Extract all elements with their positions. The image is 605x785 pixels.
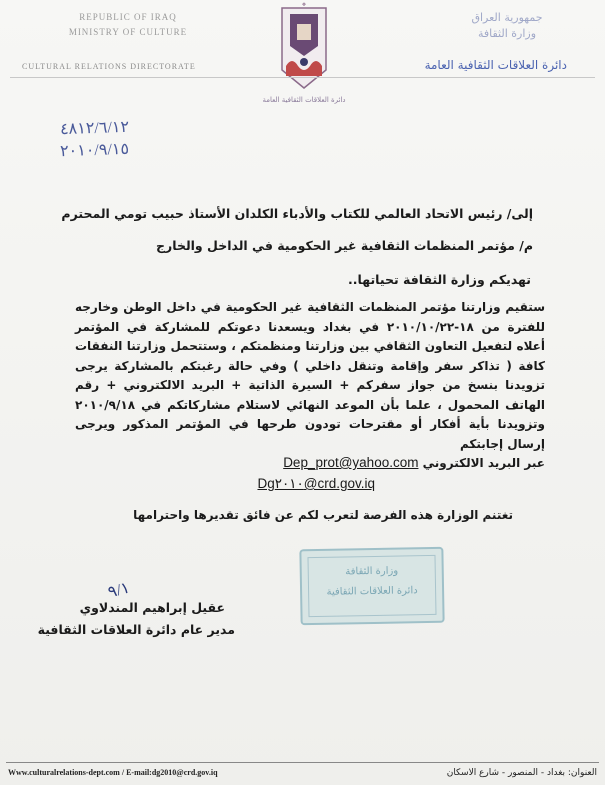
email-line [273, 455, 545, 470]
addressee-line-1: إلى/ رئيس الاتحاد العالمي للكتاب والأدباء الكلدان الأستاذ حبيب تومي المحترم [61, 206, 533, 221]
reference-number: ٤٨١٢/٦/١٢ [59, 118, 130, 139]
greeting: تهديكم وزارة الثقافة تحياتها.. [348, 272, 531, 287]
reference-date: ٢٠١٠/٩/١٥ [59, 140, 130, 161]
header-divider [10, 77, 595, 78]
subject-line: م/ مؤتمر المنظمات الثقافية غير الحكومية في الداخل والخارج [156, 238, 533, 253]
ministry-emblem-icon [268, 0, 340, 100]
header-ar-country: جمهورية العراق [471, 11, 543, 24]
header-ar-directorate: دائرة العلاقات الثقافية العامة [424, 58, 567, 72]
header-arabic [447, 10, 567, 42]
header-en-directorate: CULTURAL RELATIONS DIRECTORATE [22, 62, 196, 71]
header-en-ministry: MINISTRY OF CULTURE [68, 27, 188, 37]
closing-line: تغتنم الوزارة هذه الفرصة لتعرب لكم عن فائق تقديرها واحترامها [133, 508, 513, 522]
signatory-title: مدير عام دائرة العلاقات الثقافية [37, 622, 235, 637]
handwritten-mark: ٩/١ [106, 579, 132, 602]
footer-divider [6, 762, 599, 763]
footer-address: العنوان: بغداد - المنصور - شارع الاسكان [446, 768, 597, 778]
signatory-name: عقيل إبراهيم المندلاوي [79, 600, 225, 615]
header-en-country: REPUBLIC OF IRAQ [79, 12, 177, 22]
email-link-primary[interactable]: Dep_prot@yahoo.com [283, 455, 419, 470]
stamp-line-2: دائرة العلاقات الثقافية [326, 585, 418, 598]
letter-body: ستقيم وزارتنا مؤتمر المنظمات الثقافية غير الحكومية في داخل الوطن وخارجه للفترة من ١٨-٢٠١٠/١٠/٢٢ في بغداد ويسعدنا دعوتكم للمشاركة في المؤتمر أعلاه لتفعيل التعاون الثقافي بين وزارتنا ومنظمتكم ، وستتحمل وزارتنا النفقات كافة ( تذاكر سفر وإقامة وتنقل داخلي ) وفي حالة رغبتكم بالمشاركة يرجى تزويدنا بنسخ من جواز سفركم + السيرة الذاتية + البريد الالكتروني + رقم الهاتف المحمول ، علما بأن الموعد النهائي لاستلام مشاركاتكم في ٢٠١٠/٩/١٨ وتزويدنا بأية أفكار أو مقترحات تودون طرحها في المؤتمر المذكور ويرجى إرسال إجابتكم [75, 300, 545, 451]
emblem-caption: دائرة العلاقات الثقافية العامة [262, 96, 346, 104]
svg-text:❖: ❖ [301, 2, 307, 8]
email-prefix: عبر البريد الالكتروني [422, 456, 545, 470]
stamp-line-1: وزارة الثقافة [345, 565, 399, 578]
footer-contact: Www.culturalrelations-dept.com / E-mail:dg2010@crd.gov.iq [8, 768, 218, 777]
header-ar-ministry: وزارة الثقافة [477, 27, 537, 40]
header-english [18, 10, 238, 40]
official-stamp [299, 547, 444, 626]
email-link-secondary[interactable]: Dg٢٠١٠@crd.gov.iq [257, 476, 375, 491]
